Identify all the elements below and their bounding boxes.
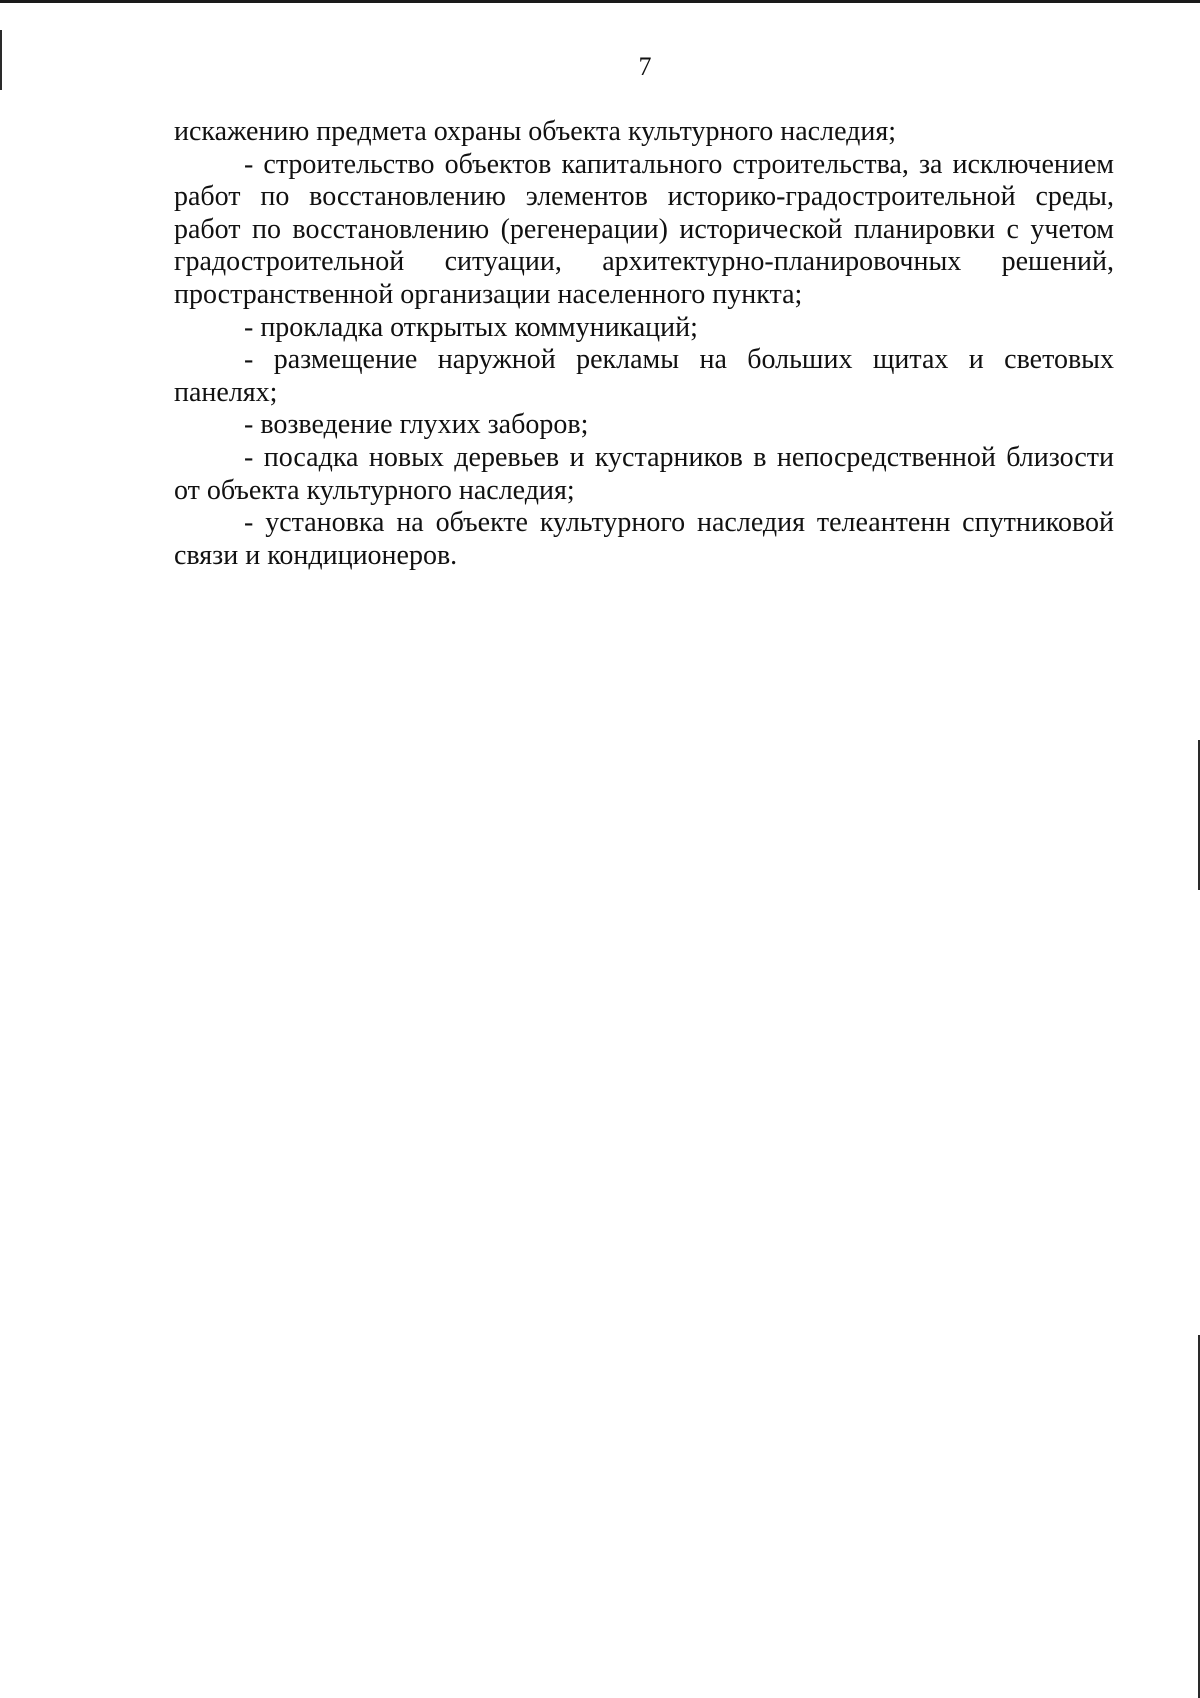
list-item: - посадка новых деревьев и кустарников в непосредственной близости от объекта культурного наследия; [174,441,1114,506]
list-item: - прокладка открытых коммуникаций; [244,311,698,343]
scan-edge-top [0,0,1200,3]
list-item: - установка на объекте культурного наследия телеантенн спутниковой связи и кондиционеров. [174,507,1114,571]
page-number: 7 [638,52,652,81]
list-item: - строительство объектов капитального строительства, за исключением работ по восстановлению элементов историко-градостроительной среды, работ по восстановлению (регенерации) исторической планировки с учетом градостроительной ситуации, архитектурно-планировочных решений, пространственной организации населенного пункта; [174,148,1114,310]
paragraph: искажению предмета охраны объекта культурного наследия; [174,116,897,147]
list-item: - возведение глухих заборов; [244,409,589,441]
document-body [174,116,1114,572]
list-item: - размещение наружной рекламы на больших щитах и световых панелях; [174,344,1114,408]
